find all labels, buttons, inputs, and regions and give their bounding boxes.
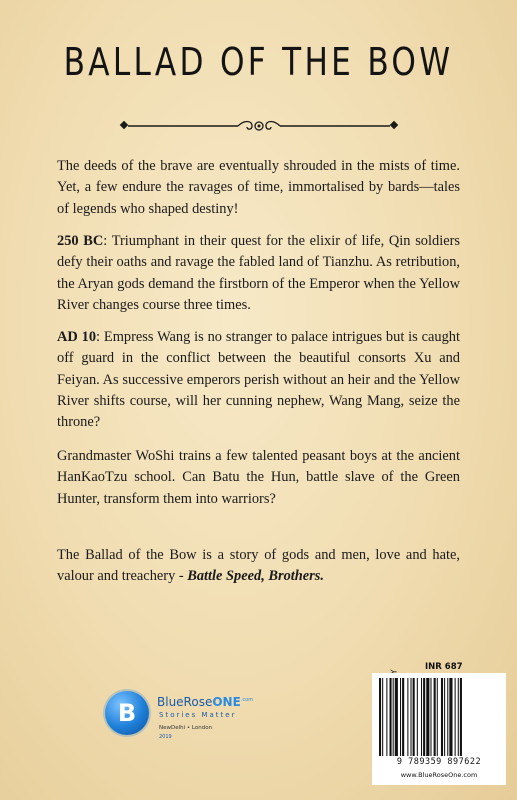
paragraph-250bc xyxy=(57,231,460,316)
book-title: BALLAD OF THE BOW xyxy=(63,40,454,84)
barcode-bar xyxy=(430,678,431,756)
barcode-bar xyxy=(407,678,408,756)
barcode-bar xyxy=(460,678,462,756)
barcode-bar xyxy=(382,678,383,756)
logo-letter: B xyxy=(117,699,137,727)
barcode-bar xyxy=(447,678,448,756)
publisher-block xyxy=(105,683,305,763)
barcode-bar xyxy=(423,678,425,756)
barcode-bar xyxy=(441,678,443,756)
barcode-bar xyxy=(434,678,436,756)
price-label: INR 687 xyxy=(425,662,463,672)
publisher-tagline: Stories Matter xyxy=(159,711,237,719)
intro-paragraph: The deeds of the brave are eventually shrouded in the mists of time. Yet, a few endure the ravages of time, immortalised by bards—tales of legends who shaped destiny! xyxy=(57,158,460,217)
closing-paragraph xyxy=(57,545,460,588)
barcode-bar xyxy=(411,678,412,756)
barcode-bar xyxy=(386,678,387,756)
barcode-bar xyxy=(417,678,418,756)
barcode-bar xyxy=(395,678,398,756)
paragraph-ad10-text: : Empress Wang is no stranger to palace intrigues but is caught off guard in the conflict between the beautiful consorts Xu and Feiyan. As successive emperors perish without an heir and the Yellow River shifts course, will her cunning nephew, Wang Mang, seize the throne? xyxy=(57,329,460,431)
barcode-bar xyxy=(400,678,401,756)
isbn-digits: 9 789359 897622 xyxy=(396,757,482,767)
era-label-ad10: AD 10 xyxy=(57,329,97,345)
publisher-name xyxy=(157,695,253,709)
publisher-name-accent: ONE xyxy=(212,695,241,709)
barcode-bar xyxy=(437,678,438,756)
barcode-bar xyxy=(421,678,422,756)
barcode-bar xyxy=(402,678,404,756)
barcode-bar xyxy=(449,678,452,756)
publisher-name-main: BlueRose xyxy=(157,695,213,709)
publisher-mark: 2019 xyxy=(159,734,172,740)
paragraph-250bc-text: : Triumphant in their quest for the elixir of life, Qin soldiers defy their oaths and ravage the fabled land of Tianzhu. As retribution, the Aryan gods demand the firstborn of the Emperor when the Yellow River changes course three times. xyxy=(57,233,460,313)
barcode-bar xyxy=(379,678,381,756)
publisher-cities: NewDelhi • London xyxy=(159,725,213,731)
barcode-bar xyxy=(413,678,415,756)
closing-text: The Ballad of the Bow is a story of gods and men, love and hate, valour and treachery - xyxy=(57,547,460,585)
paragraph-ad10 xyxy=(57,327,460,433)
barcode-bar xyxy=(426,678,429,756)
bluerose-logo-icon xyxy=(105,691,149,735)
ornament-divider-icon xyxy=(118,118,400,134)
era-label-250bc: 250 BC xyxy=(57,233,104,249)
publisher-name-sup: .com xyxy=(240,697,254,703)
barcode-bar xyxy=(390,678,392,756)
barcode-bar xyxy=(444,678,445,756)
paragraph-grandmaster: Grandmaster WoShi trains a few talented peasant boys at the ancient HanKaoTzu school. Can Batu the Hun, battle slave of the Green Hunter, transform them into warriors? xyxy=(57,448,460,507)
barcode-bar xyxy=(458,678,459,756)
closing-emphasis: Battle Speed, Brothers. xyxy=(187,568,324,585)
barcode-bar xyxy=(455,678,456,756)
barcode-panel xyxy=(372,673,506,785)
isbn-barcode-icon xyxy=(377,678,501,756)
publisher-website: www.BlueRoseOne.com xyxy=(400,771,478,779)
barcode-bar xyxy=(393,678,394,756)
